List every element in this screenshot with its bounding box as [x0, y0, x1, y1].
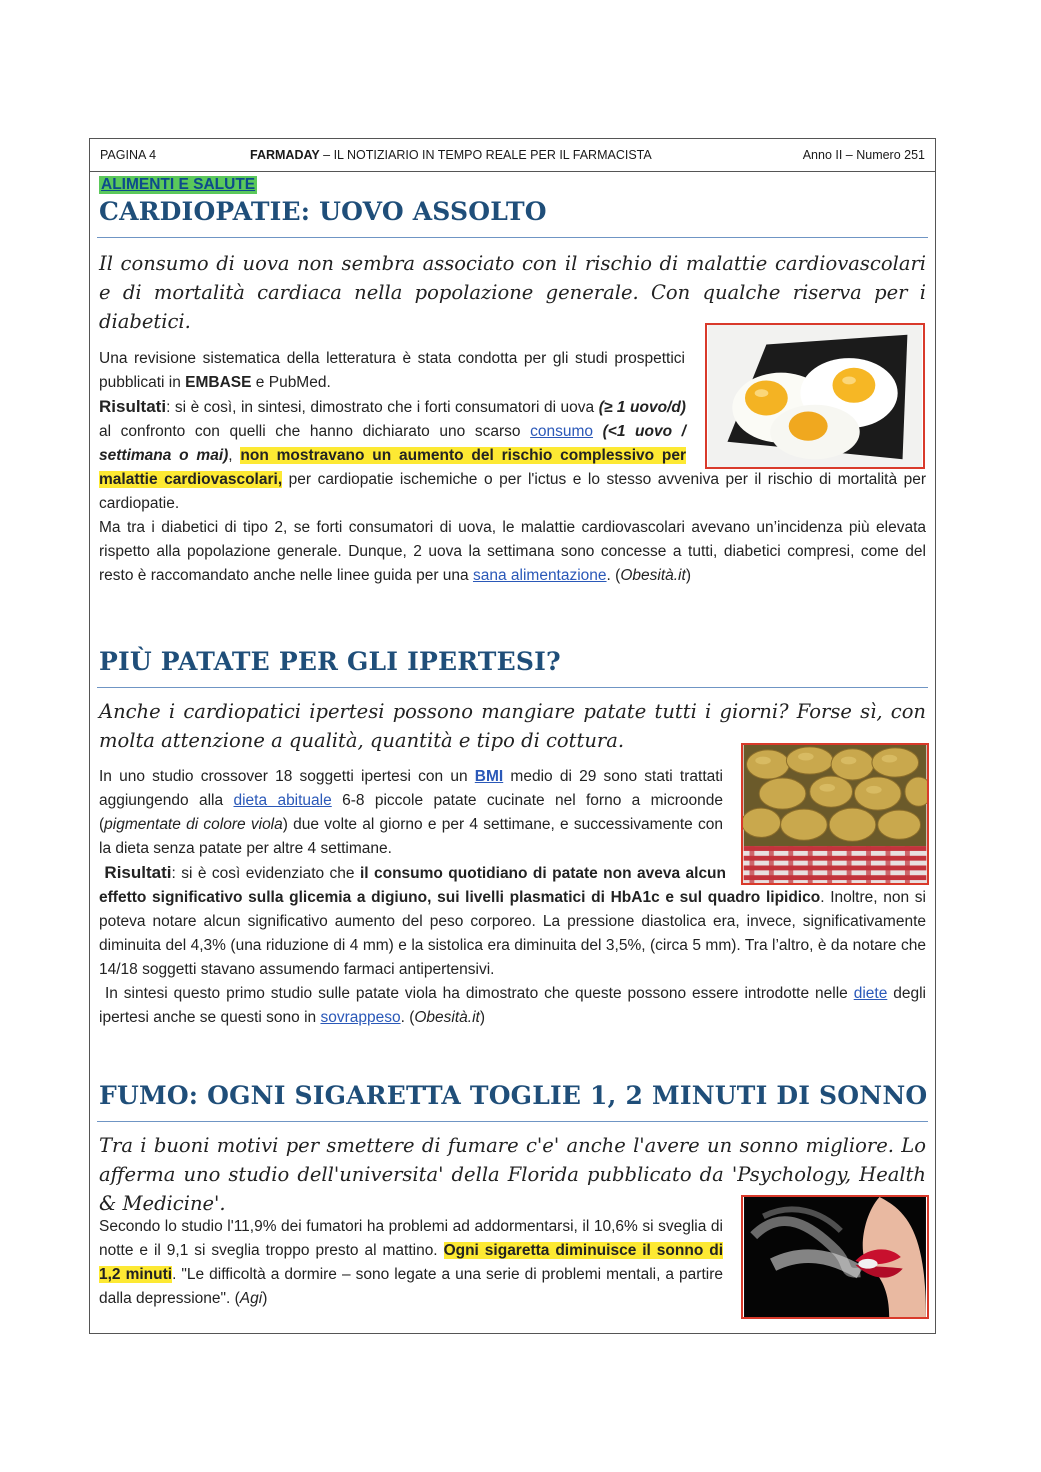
text: : si è così, in sintesi, dimostrato che i forti consumatori di uova	[166, 399, 599, 416]
sovrappeso-link[interactable]: sovrappeso	[320, 1009, 401, 1026]
article1-intro	[99, 347, 685, 395]
photo-spacer	[726, 861, 926, 885]
text: )	[685, 567, 691, 584]
article2-p2	[99, 861, 926, 982]
text: Secondo lo studio l'11,9% dei fumatori ha problemi ad addormentarsi, il 10,6% si sveglia di notte e il 9,1 si sveglia troppo presto al mattino.	[99, 1218, 723, 1259]
article2-lead: Anche i cardiopatici ipertesi possono mangiare patate tutti i giorni? Forse sì, con molta attenzione a qualità, quantità e tipo di cottura.	[99, 700, 926, 752]
bold-text: il consumo quotidiano di patate non aveva alcun effetto significativo sulla glicemia a digiuno, sui livelli plasmatici di HbA1c e sul quadro lipidico	[99, 865, 821, 906]
text: . (	[400, 1009, 415, 1026]
dieta-abituale-link[interactable]: dieta abituale	[233, 792, 332, 809]
smoking-lips-icon	[743, 1197, 927, 1317]
section-tag[interactable]: ALIMENTI E SALUTE	[101, 176, 256, 193]
article1-title: CARDIOPATIE: UOVO ASSOLTO	[99, 197, 547, 226]
text: medio di 29 sono stati trattati aggiungendo alla	[99, 768, 724, 809]
article2-rule	[97, 687, 928, 688]
results-label: Risultati	[99, 397, 167, 416]
article2-results	[99, 861, 926, 1030]
text: ,	[228, 447, 241, 464]
sana-alimentazione-link[interactable]: sana alimentazione	[472, 567, 607, 584]
bmi-link[interactable]: BMI	[474, 768, 504, 785]
text: In sintesi questo primo studio sulle patate viola ha dimostrato che queste possono essere introdotte nelle	[104, 985, 854, 1002]
article1-results	[99, 395, 926, 588]
text: : si è così evidenziato che	[171, 865, 360, 882]
page-frame	[89, 138, 936, 1334]
text: (<1 uovo / settimana o mai)	[99, 423, 686, 464]
text: )	[479, 1009, 486, 1026]
article1-rule	[97, 237, 928, 238]
text: pigmentate di colore viola	[104, 816, 283, 833]
text: e PubMed.	[251, 374, 331, 391]
text: degli ipertesi anche se questi sono in	[99, 985, 926, 1026]
text: In uno studio crossover 18 soggetti ipertesi con un	[99, 768, 475, 785]
article2-intro	[99, 765, 723, 861]
text: 6-8 piccole patate cucinate nel forno a microonde (	[99, 792, 724, 833]
source: Obesità.it	[414, 1009, 480, 1026]
article3-body	[99, 1215, 723, 1311]
article1-p1	[99, 347, 685, 395]
text: per cardiopatie ischemiche o per l'ictus e lo stesso avveniva per il rischio di mortalità per cardiopatie.	[99, 471, 926, 512]
source: Obesità.it	[620, 567, 686, 584]
article2-p1	[99, 765, 723, 861]
consumo-link[interactable]: consumo	[530, 423, 594, 440]
results-label: Risultati	[104, 863, 172, 882]
highlight-text: Ogni sigaretta diminuisce il sonno di 1,2 minuti	[99, 1242, 723, 1283]
page-header	[90, 139, 935, 172]
text: )	[262, 1290, 268, 1307]
issue-number: Anno II – Numero 251	[802, 148, 925, 162]
text: Una revisione sistematica della letteratura è stata condotta per gli studi prospettici pubblicati in	[99, 350, 685, 391]
text: . Inoltre, non si poteva notare alcun significativo aumento del peso corporeo. La pressione diastolica era, invece, significativamente diminuita del 4,3% (una riduzione di 4 mm) e la sistolica era diminuita del 3,5%, (circa 5 mm). Tra l’altro, è da notare che 14/18 soggetti stavano assumendo farmaci antipertensivi.	[99, 889, 926, 978]
article2-title: PIÙ PATATE PER GLI IPERTESI?	[99, 647, 561, 676]
brand-tagline: – IL NOTIZIARIO IN TEMPO REALE PER IL FARMACISTA	[319, 148, 652, 162]
text: al confronto con quelli che hanno dichiarato uno scarso	[99, 423, 531, 440]
text: Ma tra i diabetici di tipo 2, se forti consumatori di uova, le malattie cardiovascolari avevano un’incidenza più elevata rispetto alla popolazione generale. Dunque, 2 uova la settimana sono concesse a tutti, diabetici compresi, come del resto è raccomandato anche nelle linee guida per una	[99, 519, 926, 584]
page-number: PAGINA 4	[100, 148, 157, 162]
article3-rule	[97, 1121, 928, 1122]
text: ) due volte al giorno e per 4 settimane, e successivamente con la dieta senza patate per altre 4 settimane.	[99, 816, 723, 857]
text: (≥ 1 uovo/d)	[598, 399, 686, 416]
brand-name: FARMADAY	[250, 148, 320, 162]
text: . (	[606, 567, 621, 584]
highlight-text: non mostravano un aumento del rischio complessivo per malattie cardiovascolari,	[99, 447, 687, 488]
embase-bold: EMBASE	[185, 374, 252, 391]
smoking-photo	[741, 1195, 929, 1319]
article3-p1	[99, 1215, 723, 1311]
article1-p3	[99, 516, 926, 588]
photo-spacer	[686, 395, 926, 467]
article1-p2	[99, 395, 926, 516]
newsletter-title	[250, 148, 652, 162]
article1-lead: Il consumo di uova non sembra associato con il rischio di malattie cardiovascolari e di mortalità cardiaca nella popolazione generale. Con qualche riserva per i diabetici.	[99, 252, 926, 333]
diete-link[interactable]: diete	[853, 985, 888, 1002]
article2-p3	[99, 982, 926, 1030]
article3-title: FUMO: OGNI SIGARETTA TOGLIE 1, 2 MINUTI DI SONNO	[99, 1081, 928, 1110]
source: Agi	[239, 1290, 263, 1307]
article3-lead: Tra i buoni motivi per smettere di fumare c'e' anche l'avere un sonno migliore. Lo afferma uno studio dell'universita' della Florida pubblicato da 'Psychology, Health & Medicine'.	[99, 1134, 926, 1215]
text: . "Le difficoltà a dormire – sono legate a una serie di problemi mentali, a partire dalla depressione". (	[99, 1266, 723, 1307]
